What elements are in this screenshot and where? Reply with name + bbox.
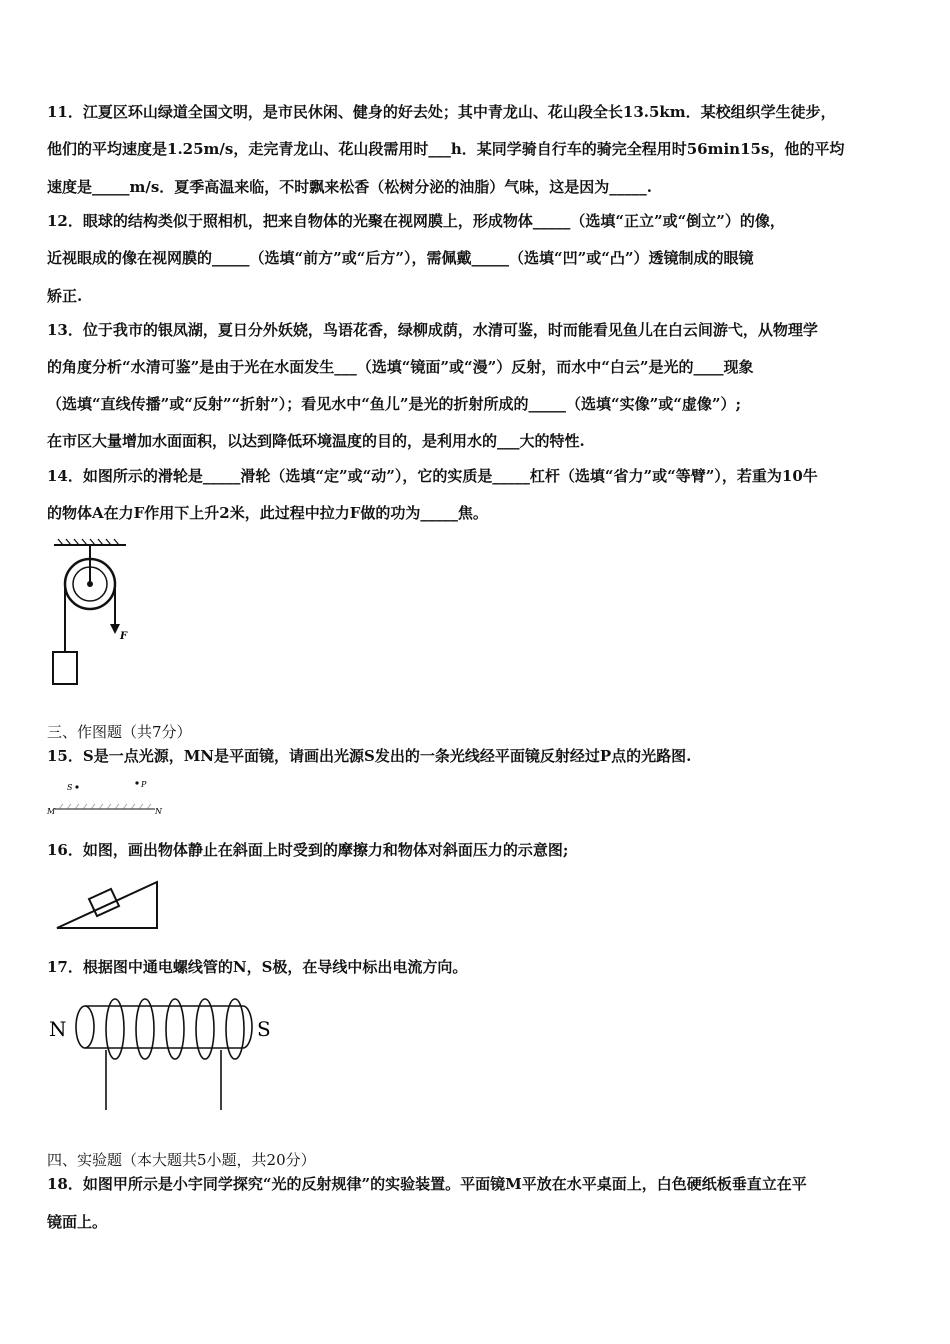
mirror-m-label: M <box>47 807 56 816</box>
q14-line-2: 的物体A在力F作用下上升2米，此过程中拉力F做的功为_____焦。 <box>47 504 488 522</box>
point-p <box>135 781 138 784</box>
q15-text: 15．S是一点光源，MN是平面镜，请画出光源S发出的一条光线经平面镜反射经过P点的光路图. <box>47 747 692 765</box>
source-s-label: S <box>67 783 73 792</box>
mirror-hatch <box>59 804 151 809</box>
q11-line-3: 速度是_____m/s．夏季高温来临，不时飘来松香（松树分泌的油脂）气味，这是因为_____. <box>47 178 653 196</box>
q11-line-2: 他们的平均速度是1.25m/s，走完青龙山、花山段需用时___h．某同学骑自行车的骑完全程用时56min15s，他的平均 <box>47 140 845 158</box>
incline-plane <box>57 882 157 928</box>
q13-line-3: （选填“直线传播”或“反射”“折射”）；看见水中“鱼儿”是光的折射所成的_____（选填“实像”或“虚像”）; <box>47 395 742 413</box>
point-p-label: P <box>141 780 147 789</box>
solenoid-figure <box>45 990 285 1115</box>
q18-line-2: 镜面上。 <box>47 1213 108 1231</box>
q13-line-4: 在市区大量增加水面面积，以达到降低环境温度的目的，是利用水的___大的特性. <box>47 432 585 450</box>
core-left-end <box>76 1006 94 1048</box>
pulley-figure <box>48 538 138 690</box>
q17-text: 17．根据图中通电螺线管的N，S极，在导线中标出电流方向。 <box>47 958 468 976</box>
weight-block <box>53 652 77 684</box>
q12-line-3: 矫正. <box>47 287 83 305</box>
source-s-point <box>75 785 78 788</box>
q11-line-1: 11．江夏区环山绿道全国文明，是市民休闲、健身的好去处；其中青龙山、花山段全长13.5km．某校组织学生徒步， <box>47 103 836 121</box>
force-label: F <box>120 631 128 642</box>
section-4-heading: 四、实验题（本大题共5小题，共20分） <box>47 1151 316 1169</box>
force-arrow <box>110 624 120 634</box>
q18-line-1: 18．如图甲所示是小宇同学探究“光的反射规律”的实验装置。平面镜M平放在水平桌面上，白色硬纸板垂直立在平 <box>47 1175 807 1193</box>
q13-line-1: 13．位于我市的银凤湖，夏日分外妖娆，鸟语花香，绿柳成荫，水清可鉴，时而能看见鱼儿在白云间游弋，从物理学 <box>47 321 818 339</box>
q16-text: 16．如图，画出物体静止在斜面上时受到的摩擦力和物体对斜面压力的示意图; <box>47 841 569 859</box>
section-3-heading: 三、作图题（共7分） <box>47 723 192 741</box>
solenoid-s-label: S <box>257 1017 271 1041</box>
mirror-n-label: N <box>155 807 162 816</box>
pulley-axle <box>87 581 93 587</box>
incline-figure <box>55 873 165 933</box>
solenoid-n-label: N <box>49 1017 67 1041</box>
mirror-figure <box>45 776 165 818</box>
q12-line-1: 12．眼球的结构类似于照相机，把来自物体的光聚在视网膜上，形成物体_____（选填“正立”或“倒立”）的像， <box>47 212 785 230</box>
q14-line-1: 14．如图所示的滑轮是_____滑轮（选填“定”或“动”），它的实质是_____杠杆（选填“省力”或“等臂”），若重为10牛 <box>47 467 818 485</box>
solenoid-coils <box>106 999 244 1059</box>
q13-line-2: 的角度分析“水清可鉴”是由于光在水面发生___（选填“镜面”或“漫”）反射，而水中“白云”是光的____现象 <box>47 358 754 376</box>
q12-line-2: 近视眼成的像在视网膜的_____（选填“前方”或“后方”），需佩戴_____（选填“凹”或“凸”）透镜制成的眼镜 <box>47 249 754 267</box>
